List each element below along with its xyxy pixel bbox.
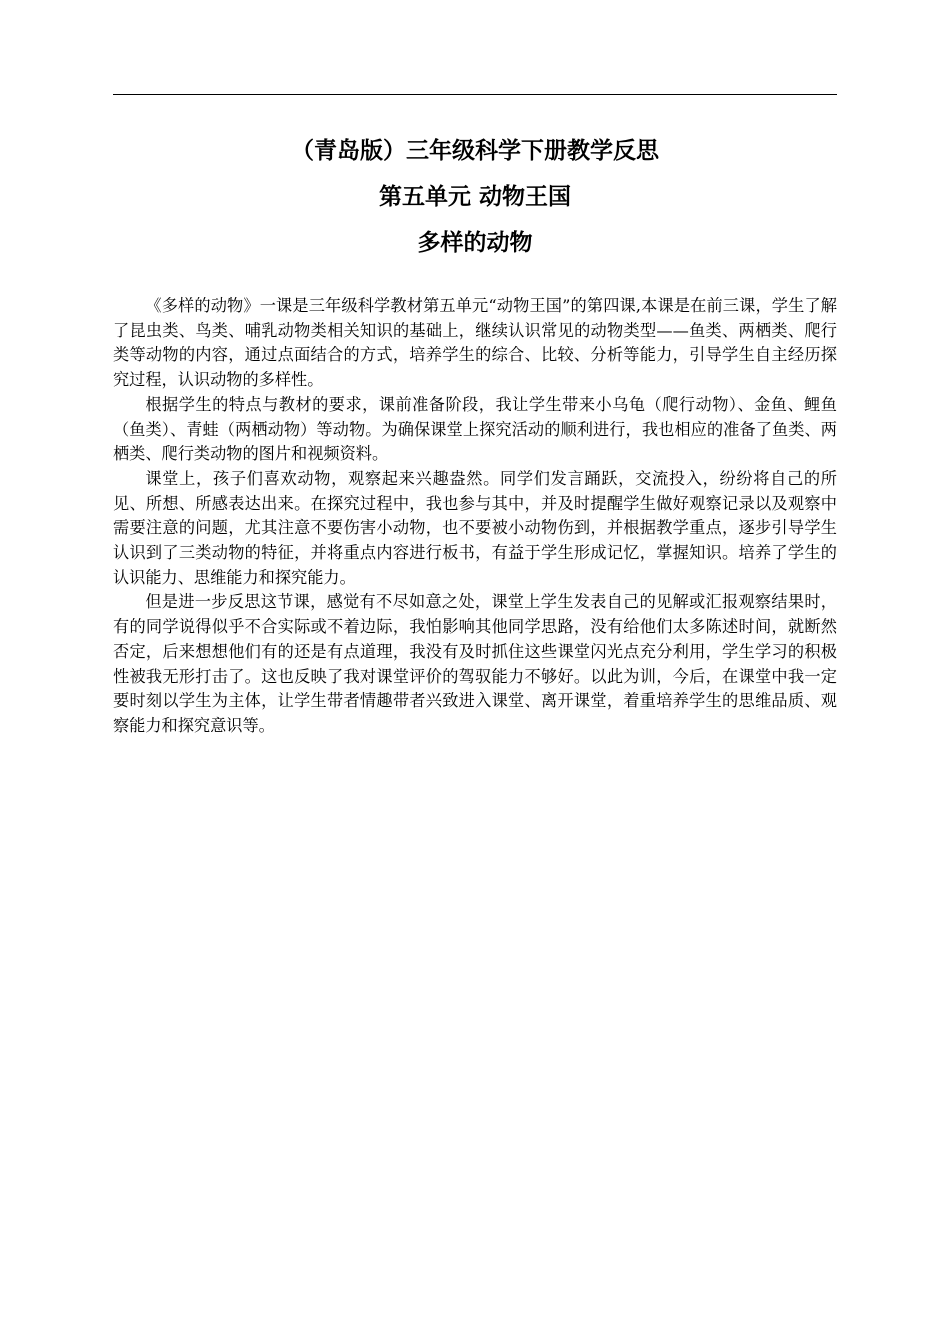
document-body: [113, 294, 837, 739]
unit-title: 第五单元 动物王国: [378, 184, 571, 210]
paragraph-2: 根据学生的特点与教材的要求，课前准备阶段，我让学生带来小乌龟（爬行动物）、金鱼、鲤鱼（鱼类）、青蛙（两栖动物）等动物。为确保课堂上探究活动的顺利进行，我也相应的准备了鱼类、两栖类、爬行类动物的图片和视频资料。: [113, 394, 837, 464]
paragraph-1: 《多样的动物》一课是三年级科学教材第五单元“动物王国”的第四课,本课是在前三课，学生了解了昆虫类、鸟类、哺乳动物类相关知识的基础上，继续认识常见的动物类型——鱼类、两栖类、爬行类等动物的内容，通过点面结合的方式，培养学生的综合、比较、分析等能力，引导学生自主经历探究过程，认识动物的多样性。: [113, 296, 837, 390]
lesson-title: 多样的动物: [417, 230, 533, 256]
paragraph-3: 课堂上，孩子们喜欢动物，观察起来兴趣盎然。同学们发言踊跃，交流投入，纷纷将自己的所见、所想、所感表达出来。在探究过程中，我也参与其中，并及时提醒学生做好观察记录以及观察中需要注意的问题，尤其注意不要伤害小动物，也不要被小动物伤到，并根据教学重点，逐步引导学生认识到了三类动物的特征，并将重点内容进行板书，有益于学生形成记忆，掌握知识。培养了学生的认识能力、思维能力和探究能力。: [113, 468, 837, 587]
title-block: [113, 128, 837, 266]
header-rule: [113, 94, 837, 95]
paragraph-4: 但是进一步反思这节课，感觉有不尽如意之处，课堂上学生发表自己的见解或汇报观察结果时，有的同学说得似乎不合实际或不着边际，我怕影响其他同学思路，没有给他们太多陈述时间，就断然否定，后来想想他们有的还是有点道理，我没有及时抓住这些课堂闪光点充分利用，学生学习的积极性被我无形打击了。这也反映了我对课堂评价的驾驭能力不够好。以此为训，今后，在课堂中我一定要时刻以学生为主体，让学生带者情趣带者兴致进入课堂、离开课堂，着重培养学生的思维品质、观察能力和探究意识等。: [113, 592, 837, 735]
document-title: （青岛版）三年级科学下册教学反思: [291, 138, 659, 164]
